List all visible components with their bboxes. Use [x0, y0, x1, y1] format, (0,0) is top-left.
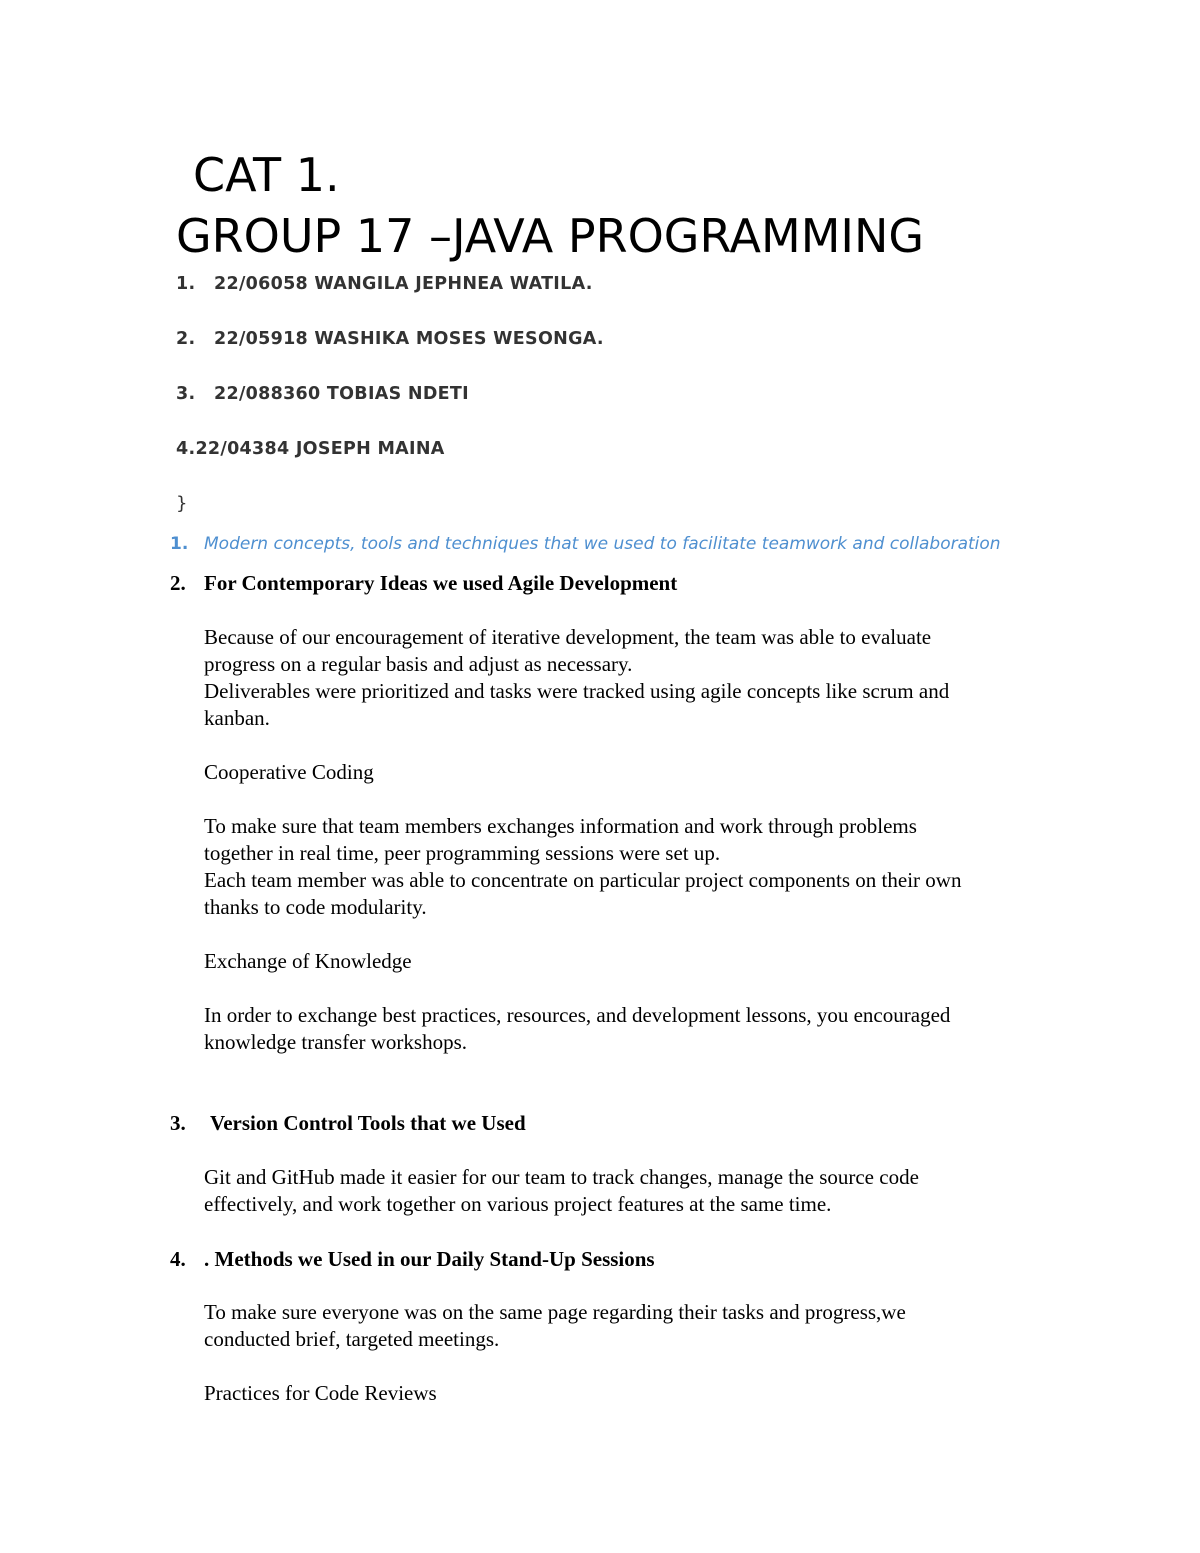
paragraph-line: Because of our encouragement of iterative development, the team was able to evaluate	[204, 625, 932, 649]
section-heading	[170, 569, 677, 597]
member-item	[176, 327, 604, 351]
section-number: 3.	[170, 1111, 186, 1135]
section-heading-text: Version Control Tools that we Used	[210, 1111, 526, 1135]
member-text: 22/04384 JOSEPH MAINA	[195, 439, 445, 459]
member-text: 22/088360 TOBIAS NDETI	[214, 384, 469, 404]
intro-item	[170, 532, 1001, 556]
member-number: 2.	[176, 329, 196, 349]
paragraph-line: To make sure that team members exchanges information and work through problems	[204, 814, 917, 838]
member-number: 1.	[176, 274, 196, 294]
paragraph-line: In order to exchange best practices, resources, and development lessons, you encouraged	[204, 1003, 951, 1027]
member-item	[176, 272, 593, 296]
title-cat: CAT 1.	[193, 148, 340, 202]
section-heading	[170, 1109, 526, 1137]
intro-number: 1.	[170, 534, 189, 554]
paragraph-version-control	[204, 1164, 1074, 1218]
paragraph-line: knowledge transfer workshops.	[204, 1030, 468, 1054]
paragraph-line: To make sure everyone was on the same page regarding their tasks and progress,we	[204, 1300, 906, 1324]
paragraph-knowledge	[204, 1002, 1074, 1056]
brace: }	[176, 493, 188, 514]
member-text: 22/06058 WANGILA JEPHNEA WATILA.	[214, 274, 593, 294]
paragraph-line: effectively, and work together on various project features at the same time.	[204, 1192, 832, 1216]
subheading-cooperative-coding: Cooperative Coding	[204, 760, 374, 784]
section-heading	[170, 1245, 655, 1273]
section-heading-text: For Contemporary Ideas we used Agile Development	[204, 571, 678, 595]
subheading-code-reviews: Practices for Code Reviews	[204, 1381, 437, 1405]
title-group: GROUP 17 –JAVA PROGRAMMING	[176, 209, 925, 263]
paragraph-line: Git and GitHub made it easier for our team to track changes, manage the source code	[204, 1165, 919, 1189]
subheading-exchange-knowledge: Exchange of Knowledge	[204, 949, 412, 973]
intro-text: Modern concepts, tools and techniques that we used to facilitate teamwork and collaboration	[204, 534, 1001, 554]
member-item	[176, 382, 469, 406]
paragraph-agile	[204, 624, 1074, 732]
paragraph-standup	[204, 1299, 1074, 1353]
member-text: 22/05918 WASHIKA MOSES WESONGA.	[214, 329, 604, 349]
paragraph-line: thanks to code modularity.	[204, 895, 427, 919]
paragraph-line: Deliverables were prioritized and tasks were tracked using agile concepts like scrum and	[204, 679, 950, 703]
member-item	[176, 437, 445, 461]
paragraph-line: Each team member was able to concentrate on particular project components on their own	[204, 868, 962, 892]
member-number: 3.	[176, 384, 196, 404]
section-number: 2.	[170, 571, 186, 595]
paragraph-line: conducted brief, targeted meetings.	[204, 1327, 500, 1351]
paragraph-cooperative	[204, 813, 1074, 921]
member-number: 4.	[176, 439, 196, 459]
paragraph-line: progress on a regular basis and adjust as necessary.	[204, 652, 633, 676]
paragraph-line: kanban.	[204, 706, 270, 730]
section-heading-text: . Methods we Used in our Daily Stand-Up Sessions	[204, 1247, 655, 1271]
section-number: 4.	[170, 1247, 186, 1271]
paragraph-line: together in real time, peer programming sessions were set up.	[204, 841, 721, 865]
